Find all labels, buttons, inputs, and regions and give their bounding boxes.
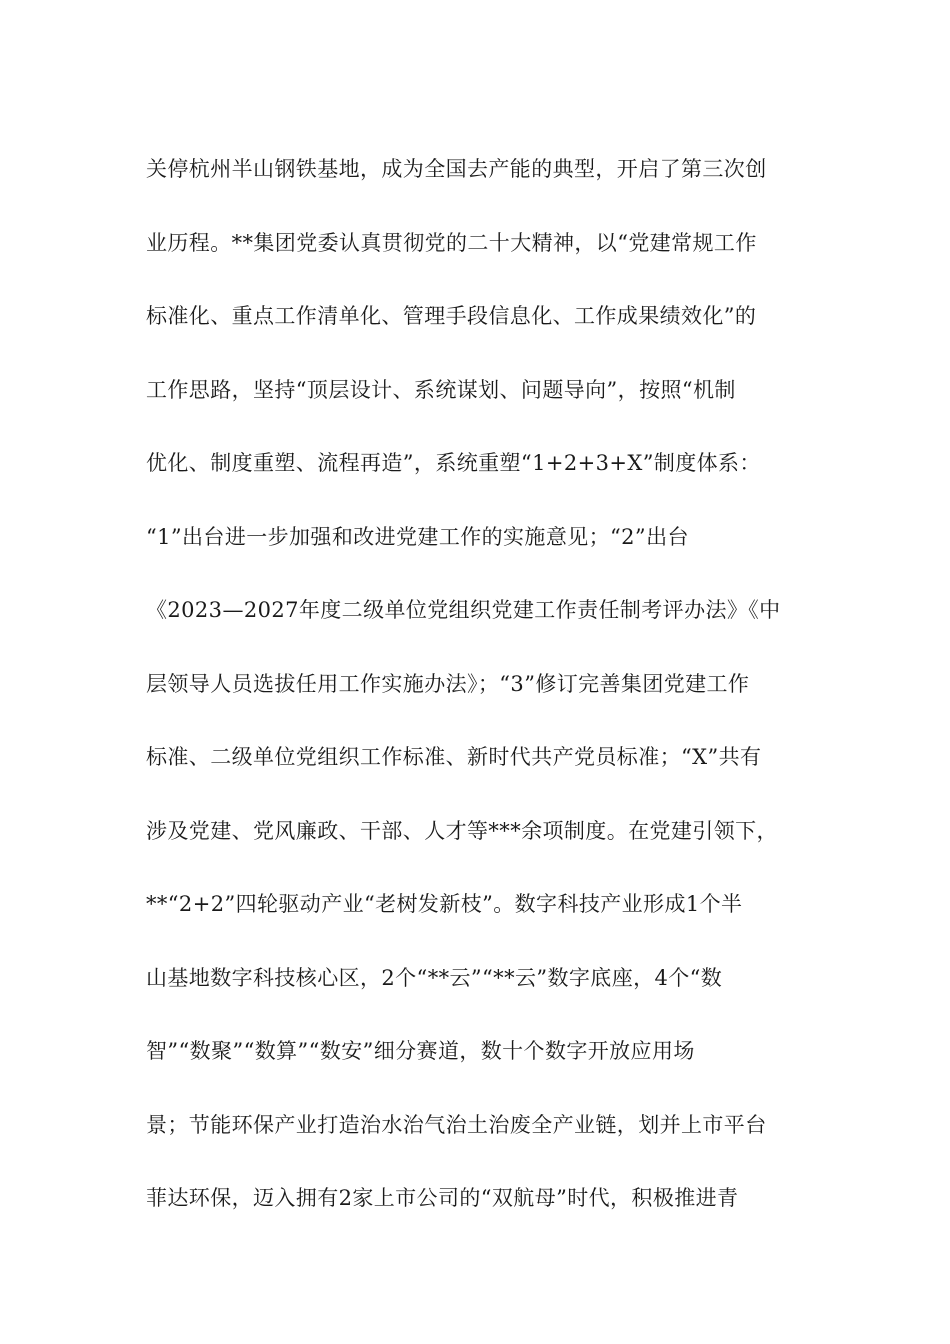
text-line: 业历程。**集团党委认真贯彻党的二十大精神，以“党建常规工作 — [146, 230, 757, 255]
text-line: 工作思路，坚持“顶层设计、系统谋划、问题导向”，按照“机制 — [146, 377, 736, 402]
text-line: 涉及党建、党风廉政、干部、人才等***余项制度。在党建引领下， — [146, 818, 778, 843]
text-line: 智”“数聚”“数算”“数安”细分赛道，数十个数字开放应用场 — [146, 1039, 695, 1063]
text-line: 关停杭州半山钢铁基地，成为全国去产能的典型，开启了第三次创 — [146, 157, 767, 181]
text-line: 优化、制度重塑、流程再造”，系统重塑“1+2+3+X”制度体系： — [146, 451, 761, 475]
text-line: 山基地数字科技核心区，2个“**云”“**云”数字底座，4个“数 — [146, 965, 723, 990]
text-line: 景；节能环保产业打造治水治气治土治废全产业链，划并上市平台 — [146, 1112, 767, 1137]
text-line: 标准化、重点工作清单化、管理手段信息化、工作成果绩效化”的 — [146, 304, 757, 328]
text-line: 标准、二级单位党组织工作标准、新时代共产党员标准；“X”共有 — [146, 745, 762, 769]
text-line: 《2023—2027年度二级单位党组织党建工作责任制考评办法》《中 — [146, 598, 781, 622]
body-paragraph — [146, 133, 826, 1236]
text-line: 菲达环保，迈入拥有2家上市公司的“双航母”时代，积极推进青 — [146, 1186, 739, 1210]
text-line: **“2+2”四轮驱动产业“老树发新枝”。数字科技产业形成1个半 — [146, 892, 743, 916]
text-line: “1”出台进一步加强和改进党建工作的实施意见；“2”出台 — [146, 524, 689, 549]
text-line: 层领导人员选拔任用工作实施办法》；“3”修订完善集团党建工作 — [146, 671, 750, 696]
